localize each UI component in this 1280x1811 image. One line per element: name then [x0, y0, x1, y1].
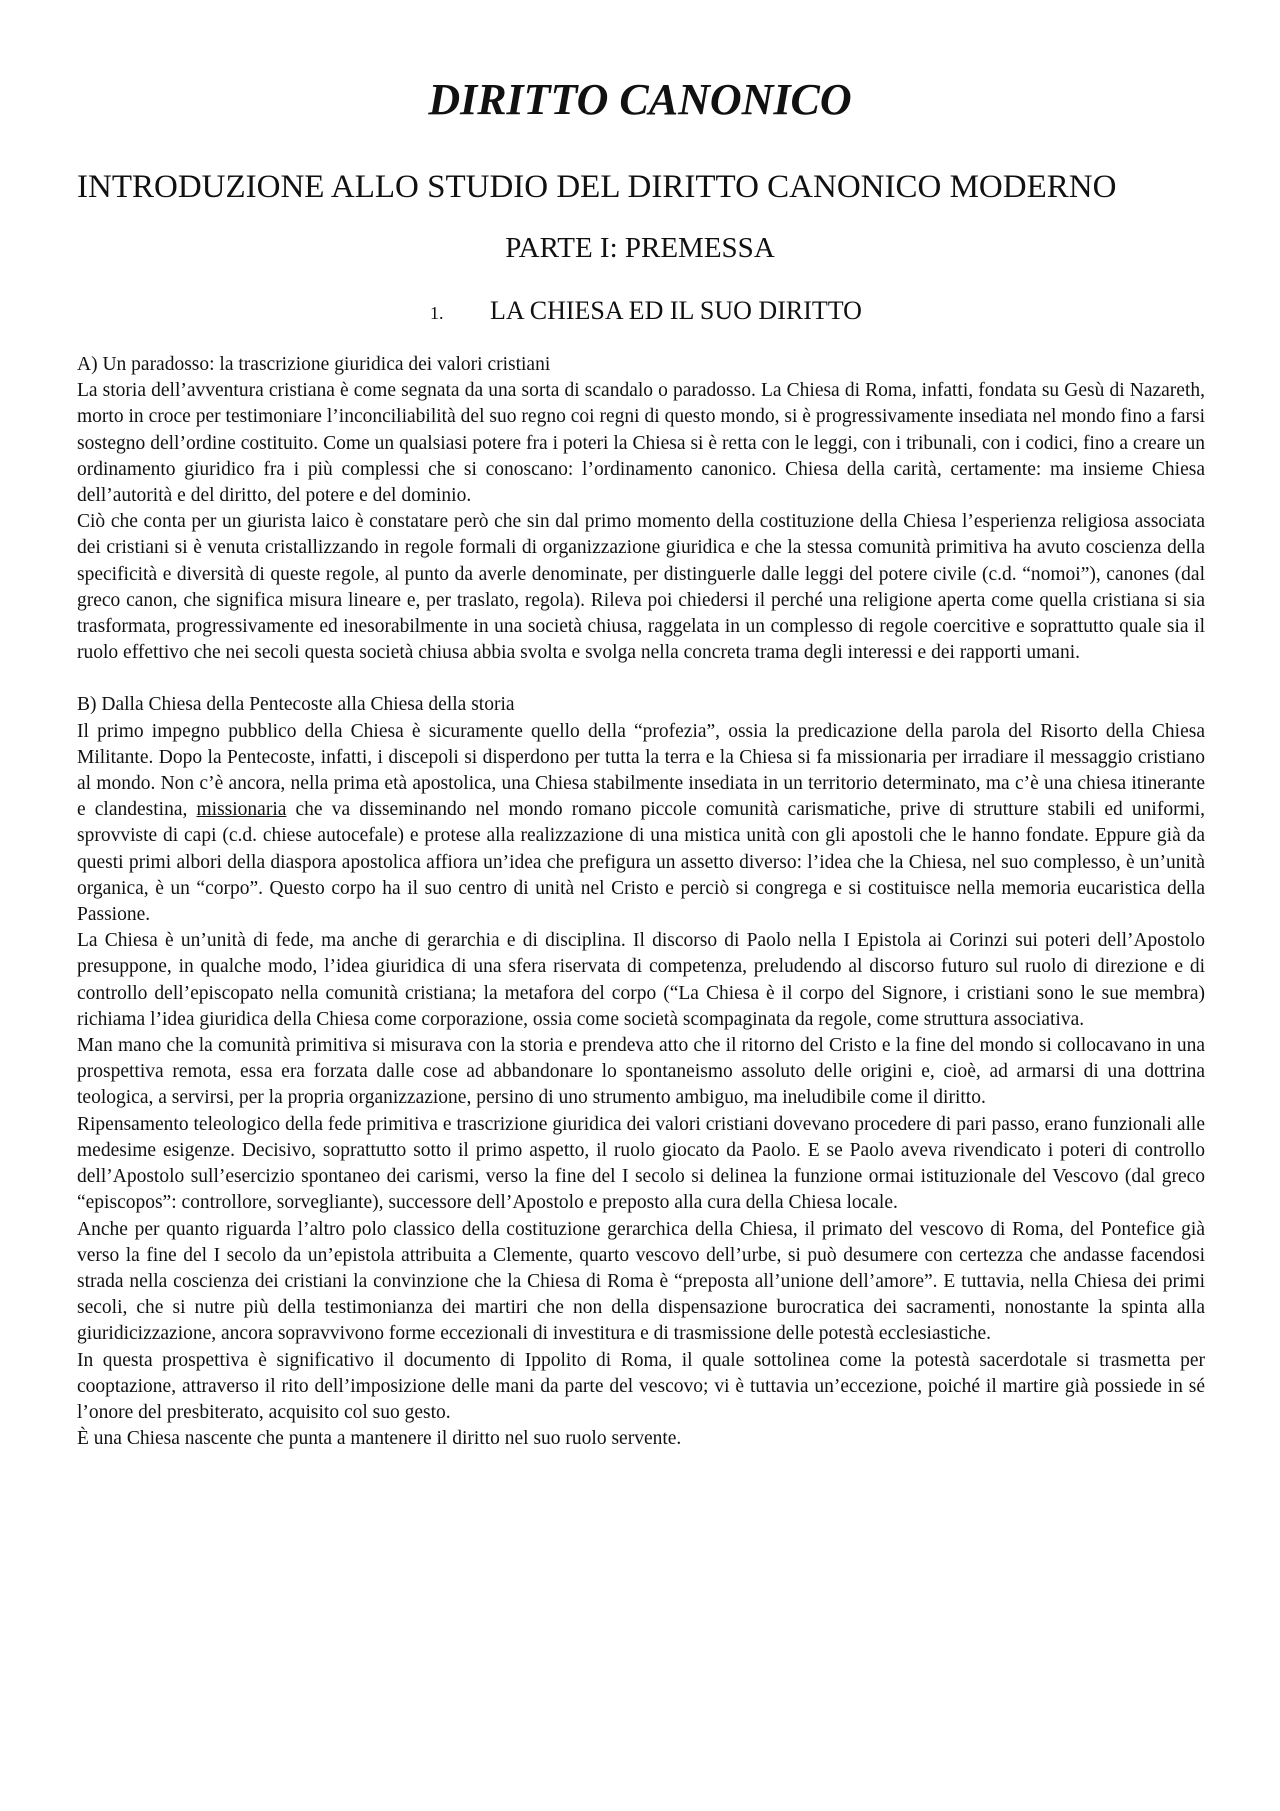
section-b-paragraph-7: È una Chiesa nascente che punta a mantenere il diritto nel suo ruolo servente. — [77, 1428, 682, 1450]
underlined-word: missionaria — [196, 799, 287, 821]
chapter-number: 1. — [430, 303, 444, 323]
chapter-heading — [430, 292, 1030, 332]
section-b-paragraph-6: In questa prospettiva è significativo il documento di Ippolito di Roma, il quale sottolinea come la potestà sacerdotale si trasmetta per cooptazione, attraverso il rito dell’imposizione delle mani da parte del vescovo; vi è tuttavia un’eccezione, poiché il martire già possiede in sé l’onore del presbiterato, acquisito col suo gesto. — [77, 1349, 1205, 1423]
section-a-paragraph-2: Ciò che conta per un giurista laico è constatare però che sin dal primo momento della costituzione della Chiesa l’esperienza religiosa associata dei cristiani si è venuta cristallizzando in regole formali di organizzazione giuridica e che la stessa comunità primitiva ha avuto coscienza della specificità e diversità di queste regole, al punto da averle denominate, per distinguerle dalle leggi del potere civile (c.d. “nomoi”), canones (dal greco canon, che significa misura lineare e, per traslato, regola). Rileva poi chiedersi il perché una religione aperta come quella cristiana si sia trasformata, progressivamente ed inesorabilmente in una società chiusa, raggelata in un complesso di regole coercitive e soprattutto quale sia il ruolo effettivo che nei secoli questa società chiusa abbia svolta e svolga nella concreta trama degli interessi e dei rapporti umani. — [77, 511, 1205, 664]
section-b-paragraph-2: La Chiesa è un’unità di fede, ma anche di gerarchia e di disciplina. Il discorso di Paolo nella I Epistola ai Corinzi sui poteri dell’Apostolo presuppone, in qualche modo, l’idea giuridica di una sfera riservata di competenza, preludendo al discorso futuro sul ruolo di direzione e di controllo dell’episcopato nella comunità cristiana; la metafora del corpo (“La Chiesa è il corpo del Signore, i cristiani sono le sue membra) richiama l’idea giuridica della Chiesa come corporazione, ossia come società scompaginata da regole, come struttura associativa. — [77, 930, 1205, 1030]
section-b-paragraph-4: Ripensamento teleologico della fede primitiva e trascrizione giuridica dei valori cristiani dovevano procedere di pari passo, erano funzionali alle medesime esigenze. Decisivo, soprattutto sotto il primo aspetto, il ruolo giocato da Paolo. E se Paolo aveva rivendicato i poteri di controllo dell’Apostolo sull’esercizio spontaneo dei carismi, verso la fine del I secolo si delinea la funzione ormai istituzionale del Vescovo (dal greco “episcopos”: controllore, sorvegliante), successore dell’Apostolo e preposto alla cura della Chiesa locale. — [77, 1113, 1205, 1214]
section-b-paragraph-1 — [77, 719, 1205, 929]
section-a-paragraph-1: La storia dell’avventura cristiana è come segnata da una sorta di scandalo o paradosso. La Chiesa di Roma, infatti, fondata su Gesù di Nazareth, morto in croce per testimoniare l’inconciliabilità del suo regno coi regni di questo mondo, si è progressivamente insediata nel mondo fino a farsi sostegno dell’ordine costituito. Come un qualsiasi potere fra i poteri la Chiesa si è retta con le leggi, con i tribunali, con i codici, fino a creare un ordinamento giuridico fra i più complessi che si conoscano: l’ordinamento canonico. Chiesa della carità, certamente: ma insieme Chiesa dell’autorità e del diritto, del potere e del dominio. — [77, 380, 1205, 507]
part-heading: PARTE I: PREMESSA — [505, 232, 775, 264]
section-b-paragraph-1-start: Il primo impegno pubblico della Chiesa è sicuramente quello della “profezia”, ossia la predicazione della parola del Risorto della Chiesa Militante. Dopo la Pentecoste, infatti, i discepoli si disperdono per tutta la terra e la Chiesa si fa missionaria per irradiare il messaggio cristiano al mondo. Non c’è ancora, nella prima età apostolica, una Chiesa stabilmente insediata in un territorio determinato, ma c’è una chiesa itinerante e clandestina, — [77, 720, 1205, 821]
section-b-paragraph-3: Man mano che la comunità primitiva si misurava con la storia e prendeva atto che il ritorno del Cristo e la fine del mondo si collocavano in una prospettiva remota, essa era forzata dalle cose ad abbandonare lo spontaneismo assoluto delle origini e, cioè, ad armarsi di una dottrina teologica, a servirsi, per la propria organizzazione, persino di uno strumento ambiguo, ma ineludibile come il diritto. — [77, 1035, 1205, 1109]
document-body — [77, 352, 1205, 1452]
section-b-heading: B) Dalla Chiesa della Pentecoste alla Chiesa della storia — [77, 694, 515, 716]
document-title: DIRITTO CANONICO — [428, 75, 852, 124]
section-b-paragraph-5: Anche per quanto riguarda l’altro polo classico della costituzione gerarchica della Chiesa, il primato del vescovo di Roma, del Pontefice già verso la fine del I secolo da un’epistola attribuita a Clemente, quarto vescovo dell’urbe, si può desumere con certezza che andasse facendosi strada nella coscienza dei cristiani la convinzione che la Chiesa di Roma è “preposta all’unione dell’amore”. E tuttavia, nella Chiesa dei primi secoli, che si nutre più della testimonianza dei martiri che non della dispensazione burocratica dei sacramenti, nonostante la spinta alla giuridicizzazione, ancora sopravvivono forme eccezionali di investitura e di trasmissione delle potestà ecclesiastiche. — [77, 1218, 1205, 1345]
document-subtitle: INTRODUZIONE ALLO STUDIO DEL DIRITTO CANONICO MODERNO — [77, 169, 1117, 205]
section-b-paragraph-1-end: che va disseminando nel mondo romano piccole comunità carismatiche, prive di strutture stabili ed uniformi, sprovviste di capi (c.d. chiese autocefale) e protese alla realizzazione di una mistica unità con gli apostoli che le hanno fondate. Eppure già da questi primi albori della diaspora apostolica affiora un’idea che prefigura un assetto diverso: l’idea che la Chiesa, nel suo complesso, è un’unità organica, è un “corpo”. Questo corpo ha il suo centro di unità nel Cristo e perciò si congrega e si costituisce nella memoria eucaristica della Passione. — [77, 799, 1206, 926]
section-a-heading: A) Un paradosso: la trascrizione giuridica dei valori cristiani — [77, 354, 551, 375]
section-spacer — [77, 666, 1205, 692]
chapter-title: LA CHIESA ED IL SUO DIRITTO — [490, 296, 862, 325]
